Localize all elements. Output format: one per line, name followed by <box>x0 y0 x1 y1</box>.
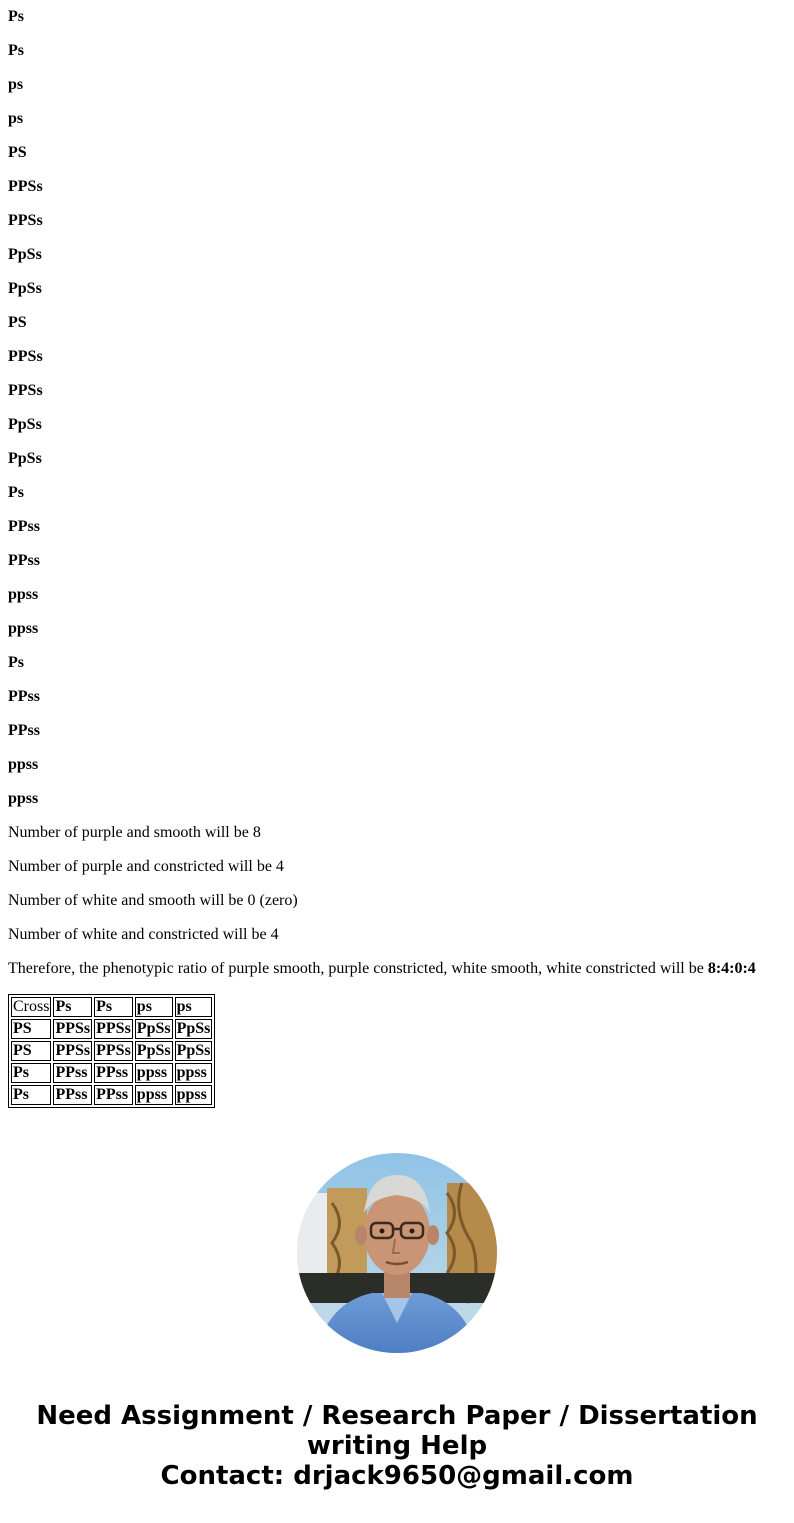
table-row <box>11 1085 212 1105</box>
genotype-line: PPss <box>8 722 40 739</box>
genotype-line: PPSs <box>8 382 43 399</box>
footer-line-assignment: Need Assignment / Research Paper / Dissertation <box>36 1401 758 1431</box>
genotype-line: ppss <box>8 586 39 603</box>
portrait-image <box>297 1153 497 1353</box>
table-cell: PpSs <box>136 1020 171 1037</box>
ratio-conclusion <box>8 952 786 986</box>
genotype-line: PPSs <box>8 178 43 195</box>
table-cell: Ps <box>11 1063 51 1083</box>
genotype-line: ppss <box>8 756 39 773</box>
genotype-line: PpSs <box>8 246 42 263</box>
table-cell: ppss <box>175 1085 213 1105</box>
genotype-line: PPss <box>8 688 40 705</box>
table-cell: ps <box>175 997 213 1017</box>
genotype-line: PS <box>8 314 27 331</box>
author-photo <box>297 1153 497 1353</box>
table-cell: PPSs <box>96 1020 131 1037</box>
footer-line-writing-help: writing Help <box>306 1431 488 1461</box>
table-cell: PPss <box>94 1063 133 1083</box>
count-white-constricted: Number of white and constricted will be 4 <box>8 926 279 943</box>
table-cell: PpSs <box>176 1042 211 1059</box>
genotype-line: ppss <box>8 620 39 637</box>
phenotype-counts <box>8 816 786 986</box>
genotype-list <box>8 0 786 816</box>
phenotypic-ratio: 8:4:0:4 <box>707 960 756 977</box>
table-cell: PPss <box>53 1063 92 1083</box>
count-purple-constricted: Number of purple and constricted will be 4 <box>8 858 284 875</box>
table-cell: ppss <box>135 1085 173 1105</box>
table-row <box>11 1019 212 1039</box>
genotype-line: PS <box>8 144 27 161</box>
table-row <box>11 1063 212 1083</box>
table-cell: PS <box>11 1019 51 1039</box>
footer-contact-email[interactable]: Contact: drjack9650@gmail.com <box>160 1461 634 1491</box>
table-cell: Cross <box>13 998 50 1015</box>
genotype-line: ppss <box>8 790 39 807</box>
table-cell: PPss <box>53 1085 92 1105</box>
genotype-line: ps <box>8 76 24 93</box>
genotype-line: PPSs <box>8 212 43 229</box>
table-cell: PpSs <box>136 1042 171 1059</box>
genotype-line: Ps <box>8 8 24 25</box>
table-cell: PPSs <box>55 1042 91 1059</box>
genotype-line: Ps <box>8 42 24 59</box>
genotype-line: PpSs <box>8 450 42 467</box>
genotype-line: PpSs <box>8 280 42 297</box>
table-cell: PpSs <box>176 1020 211 1037</box>
table-cell: Ps <box>11 1085 51 1105</box>
count-white-smooth: Number of white and smooth will be 0 (zero) <box>8 892 298 909</box>
table-cell: PS <box>11 1041 51 1061</box>
table-cell: ppss <box>135 1063 173 1083</box>
table-cell: Ps <box>53 997 92 1017</box>
genotype-line: ps <box>8 110 24 127</box>
table-cell: ppss <box>175 1063 213 1083</box>
genotype-line: PPss <box>8 518 40 535</box>
table-cell: Ps <box>94 997 133 1017</box>
genotype-line: PPss <box>8 552 40 569</box>
table-header-row <box>11 997 212 1017</box>
genotype-line: Ps <box>8 654 24 671</box>
table-cell: PPss <box>94 1085 133 1105</box>
contact-footer <box>0 1401 794 1491</box>
genotype-line: PpSs <box>8 416 42 433</box>
genotype-line: Ps <box>8 484 24 501</box>
count-purple-smooth: Number of purple and smooth will be 8 <box>8 824 261 841</box>
table-cell: PPSs <box>55 1020 91 1037</box>
table-row <box>11 1041 212 1061</box>
punnett-square-table <box>8 994 215 1108</box>
table-cell: PPSs <box>96 1042 131 1059</box>
conclusion-text: Therefore, the phenotypic ratio of purple smooth, purple constricted, white smooth, white constricted will be <box>8 960 708 977</box>
table-cell: ps <box>135 997 173 1017</box>
genotype-line: PPSs <box>8 348 43 365</box>
